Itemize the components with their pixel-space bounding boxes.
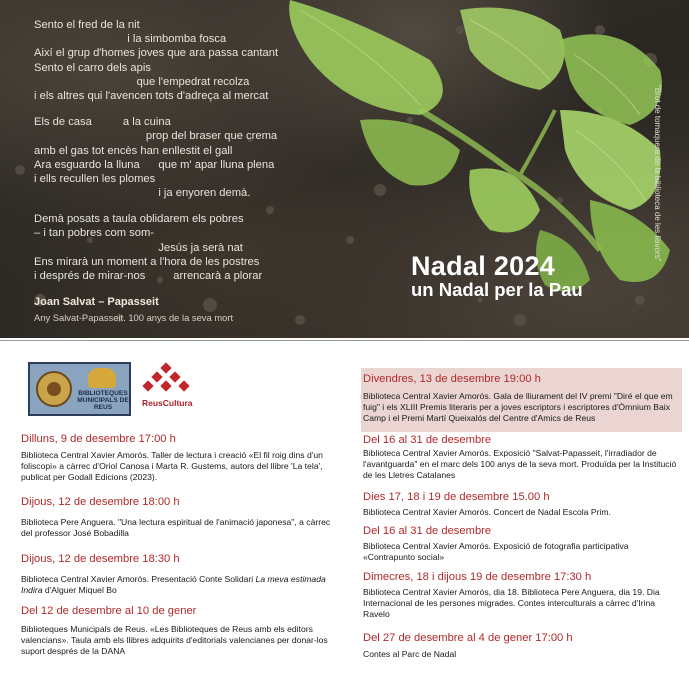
poem-line: – i tan pobres com som- [34,227,155,240]
poem-line: Ens mirarà un moment a l'hora de les postres [34,255,260,268]
event-date: Del 16 al 31 de desembre [363,434,492,446]
event-date: Dijous, 12 de desembre 18:30 h [21,553,180,565]
reuscultura-logo [142,362,202,412]
reuscultura-label: ReusCultura [142,398,193,408]
event-item [21,496,331,539]
poem-line: Sento el carro dels apis [34,61,151,74]
event-description: Biblioteca Central Xavier Amorós, dia 18. Biblioteca Pere Anguera, dia 19. Dia Internacional de les persones migrades. Contes interculturals a càrrec d'Irina Ravelo [363,587,660,619]
poem-line: i els altres qui l'avencen tots d'adreça al mercat [34,89,269,102]
poem-line: i ells recullen les plomes [34,172,156,185]
event-description: Biblioteca Central Xavier Amorós. Taller de lectura i creació «El fil roig dins d'un foliscopi» a càrrec d'Oriol Canosa i Marta R. Gustems, autors del llibre 'La tela', publicat per Godall Edicions (2023). [21,450,323,482]
book-icon [88,368,116,388]
biblioteques-logo [28,362,131,416]
biblioteques-logo-text: BIBLIOTEQUES MUNICIPALS DE REUS [77,390,129,411]
event-item [363,571,681,619]
poem-line: prop del braser que crema [34,130,278,143]
event-description: Biblioteca Pere Anguera. "Una lectura espiritual de l'animació japonesa", a càrrec del professor José Bobadilla [21,517,331,538]
event-item [363,373,681,423]
photo-credit: "Brot de tomaquera de la biblioteca de les llavors" [653,85,662,262]
event-book-title: La meva estimada Indira [21,574,326,595]
event-description: Biblioteques Municipals de Reus. «Les Biblioteques de Reus amb els editors valencians». Taula amb els llibres adquirits d'editorials valencianes per donar-los suport després de la DANA [21,624,328,656]
poem-line: i ja enyoren demà. [34,187,251,200]
poem-source: Any Salvat-Papasseit. 100 anys de la seva mort [34,312,234,324]
event-date: Del 12 de desembre al 10 de gener [21,605,197,617]
poem-line: Els de casa a la cuina [34,116,171,129]
poem-stanza-2 [34,115,334,200]
poem-line: Així el grup d'homes joves que ara passa cantant [34,47,279,60]
poem-line: Demà posats a taula oblidarem els pobres [34,213,244,226]
poem-line: Sento el fred de la nit [34,19,140,31]
poem-line: Ara esguardo la lluna que m' apar lluna plena [34,158,275,171]
poem-stanza-1 [34,18,334,103]
event-date: Dijous, 12 de desembre 18:00 h [21,496,180,508]
divider [0,340,689,341]
event-date: Dies 17, 18 i 19 de desembre 15.00 h [363,491,550,503]
event-date: Del 27 de desembre al 4 de gener 17:00 h [363,632,573,644]
event-date: Divendres, 13 de desembre 19:00 h [363,373,541,385]
seal-icon [36,371,72,407]
event-description: Biblioteca Central Xavier Amorós. Exposició "Salvat-Papasseit, l'irradiador de l'avantguarda" en el marc dels 100 anys de la seva mort. Produïda per la Institució de les Lletres Catalanes [363,448,677,480]
event-date: Dilluns, 9 de desembre 17:00 h [21,433,176,445]
event-description: Biblioteca Central Xavier Amorós. Exposició de fotografia participativa «Contrapunto social» [363,541,629,562]
event-description: Biblioteca Central Xavier Amorós. Gala de lliurament del IV premi "Diré el que em fuig" i els XLIII Premis literaris per a joves escriptors i escriptores d'Òmnium Baix Camp i el Premi Martí Queixalós del Centre d'Amics de Reus [363,391,673,423]
title-sub: un Nadal per la Pau [411,279,583,300]
event-description-text: d'Alguer Miquel Bo [42,584,117,595]
reuscultura-mark-icon [142,362,202,398]
poem-line: Jesús ja serà nat [34,241,243,254]
event-date: Dimecres, 18 i dijous 19 de desembre 17:30 h [363,571,592,583]
poem-author: Joan Salvat – Papasseit [34,296,159,309]
poem-line: amb el gas tot encès han enllestit el gall [34,144,233,157]
event-item [21,605,331,656]
event-description: Contes al Parc de Nadal [363,649,457,659]
page-title [411,252,583,300]
event-date: Del 16 al 31 de desembre [363,525,492,537]
poem-stanza-3 [34,212,334,283]
event-item [363,491,681,518]
event-description: Biblioteca Central Xavier Amorós. Concert de Nadal Escola Prim. [363,507,611,517]
hero-photo [0,0,689,338]
event-item [363,632,681,660]
event-description [21,574,331,596]
event-item [21,433,331,482]
title-main: Nadal 2024 [411,251,556,281]
poem-line: i la simbomba fosca [34,33,227,46]
poem-line: i després de mirar-nos arrencarà a plorar [34,270,263,282]
event-item [21,553,331,596]
event-item [363,434,681,480]
poem [34,18,334,326]
poem-line: que l'empedrat recolza [34,75,250,88]
event-description-text: Biblioteca Central Xavier Amorós. Presentació Conte Solidari [21,574,256,584]
event-item [363,525,681,563]
